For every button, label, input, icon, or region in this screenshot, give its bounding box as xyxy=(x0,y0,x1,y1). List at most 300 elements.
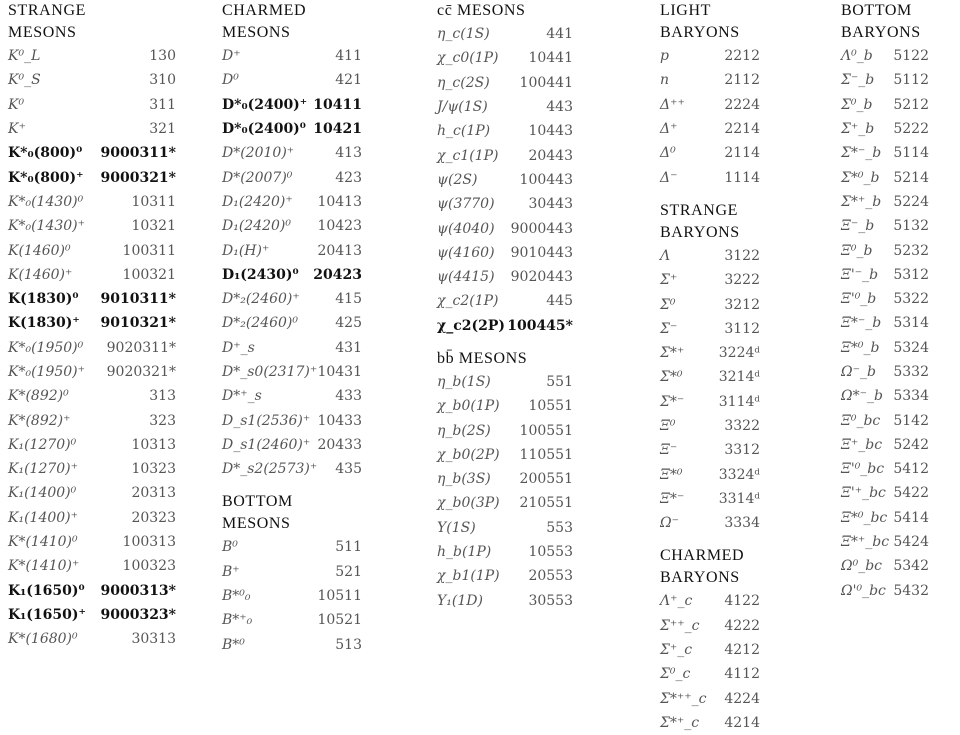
particle-name: D⁺_s xyxy=(222,339,255,356)
particle-code: 2114 xyxy=(724,145,760,162)
particle-row xyxy=(437,95,573,119)
particle-name: Σ*⁻ xyxy=(660,393,685,410)
particle-name: ψ(3770) xyxy=(437,196,495,213)
particle-code: 9020311* xyxy=(106,339,176,356)
particle-name: D₁(2430)⁰ xyxy=(222,266,299,283)
particle-name: D₁(2420)⁺ xyxy=(222,193,293,210)
particle-row xyxy=(841,481,929,505)
section-heading: STRANGE xyxy=(660,201,738,219)
particle-code: 5212 xyxy=(893,96,929,113)
section-heading: BARYONS xyxy=(841,24,921,41)
particle-code: 10441 xyxy=(528,50,573,67)
particle-code: 5224 xyxy=(893,193,929,210)
particle-row xyxy=(841,238,929,262)
particle-code: 425 xyxy=(335,315,362,332)
particle-row xyxy=(437,394,573,418)
particle-row xyxy=(222,633,362,657)
particle-code: 3112 xyxy=(724,320,760,337)
particle-code: 10551 xyxy=(528,398,573,415)
particle-row xyxy=(437,289,573,313)
particle-code: 30443 xyxy=(528,196,573,213)
particle-name: Λ⁺_c xyxy=(660,593,693,610)
particle-row xyxy=(841,214,929,238)
section-gap xyxy=(660,535,760,545)
particle-row xyxy=(8,433,176,457)
particle-row xyxy=(660,638,760,662)
particle-row xyxy=(222,165,362,189)
particle-code: 30553 xyxy=(528,592,573,609)
particle-name: K⁰_L xyxy=(8,48,41,65)
particle-code: 10511 xyxy=(317,588,362,605)
particle-name: K*₀(800)⁰ xyxy=(8,145,83,162)
particle-name: Δ⁻ xyxy=(660,169,678,186)
particle-name: D_s1(2460)⁺ xyxy=(222,436,311,453)
particle-name: B*⁰ xyxy=(222,636,245,653)
particle-code: 100321 xyxy=(122,266,176,283)
particle-row xyxy=(841,433,929,457)
particle-name: χ_c0(1P) xyxy=(437,50,499,67)
particle-row xyxy=(222,608,362,632)
particle-row xyxy=(8,627,176,651)
particle-name: Ω⁻ xyxy=(660,515,679,532)
particle-code: 5112 xyxy=(893,72,929,89)
particle-name: D₁(H)⁺ xyxy=(222,242,270,259)
particle-row xyxy=(841,554,929,578)
particle-code: 4212 xyxy=(724,642,760,659)
particle-row xyxy=(841,93,929,117)
particle-name: χ_c2(2P) xyxy=(437,317,505,334)
particle-row xyxy=(437,443,573,467)
particle-code: 4222 xyxy=(724,617,760,634)
particle-row xyxy=(222,336,362,360)
particle-row xyxy=(660,341,760,365)
particle-code: 100441 xyxy=(519,74,573,91)
particle-code: 10431 xyxy=(317,364,362,380)
particle-code: 5322 xyxy=(893,291,929,308)
particle-name: h_c(1P) xyxy=(437,123,491,140)
particle-code: 9000313* xyxy=(100,582,176,599)
particle-name: Ξ'⁰_bc xyxy=(841,461,885,478)
particle-row xyxy=(8,360,176,384)
particle-code: 100323 xyxy=(122,558,176,575)
particle-name: Ξ*⁻_b xyxy=(841,315,882,332)
particle-code: 3212 xyxy=(724,296,760,313)
particle-code: 210551 xyxy=(519,495,573,512)
particle-row xyxy=(660,414,760,438)
particle-name: K*(1680)⁰ xyxy=(8,631,78,648)
particle-row xyxy=(222,44,362,68)
particle-row xyxy=(8,141,176,165)
column-3 xyxy=(437,0,573,613)
particle-name: Ξ⁰_b xyxy=(841,242,873,259)
particle-name: K*(1410)⁰ xyxy=(8,534,78,551)
particle-name: Λ⁰_b xyxy=(841,48,873,65)
particle-code: 4224 xyxy=(724,690,760,707)
particle-row xyxy=(222,535,362,559)
particle-code: 10311 xyxy=(131,193,176,210)
particle-name: K*(1410)⁺ xyxy=(8,558,80,575)
particle-code: 110551 xyxy=(519,446,573,463)
particle-row xyxy=(8,481,176,505)
particle-row xyxy=(660,365,760,389)
particle-row xyxy=(8,579,176,603)
particle-name: D*⁺_s xyxy=(222,388,262,405)
particle-code: 9000443 xyxy=(510,220,573,237)
particle-name: B*⁰₀ xyxy=(222,588,251,605)
particle-name: D⁺ xyxy=(222,48,241,65)
particle-row xyxy=(437,71,573,95)
particle-row xyxy=(841,506,929,530)
particle-code: 433 xyxy=(335,388,362,405)
particle-row xyxy=(8,384,176,408)
particle-name: K₁(1270)⁰ xyxy=(8,436,77,453)
particle-code: 2212 xyxy=(724,48,760,65)
particle-row xyxy=(222,68,362,92)
particle-row xyxy=(222,117,362,141)
column-1 xyxy=(8,0,176,651)
particle-code: 5232 xyxy=(893,242,929,259)
particle-code: 20323 xyxy=(131,509,176,526)
particle-name: D*(2010)⁺ xyxy=(222,145,295,162)
particle-code: 1114 xyxy=(724,169,760,186)
particle-row xyxy=(437,192,573,216)
particle-name: K₁(1270)⁺ xyxy=(8,461,79,478)
particle-code: 20423 xyxy=(313,266,362,283)
particle-row xyxy=(841,408,929,432)
particle-name: Σ⁰_b xyxy=(841,96,873,113)
particle-code: 10421 xyxy=(313,121,362,138)
particle-row xyxy=(437,370,573,394)
particle-row xyxy=(841,68,929,92)
particle-row xyxy=(841,141,929,165)
particle-code: 9020443 xyxy=(510,269,573,286)
particle-name: Ω⁻_b xyxy=(841,364,876,380)
particle-name: Ω*⁻_b xyxy=(841,388,883,405)
particle-name: K*₀(1950)⁰ xyxy=(8,339,84,356)
particle-row xyxy=(841,263,929,287)
particle-row xyxy=(660,511,760,535)
particle-row xyxy=(222,141,362,165)
particle-name: Σ⁺_b xyxy=(841,121,875,138)
particle-code: 9000323* xyxy=(100,606,176,623)
particle-name: K⁰ xyxy=(8,96,25,113)
particle-name: Σ*⁰ xyxy=(660,369,683,386)
particle-name: K*(892)⁰ xyxy=(8,388,69,405)
section-gap xyxy=(222,481,362,491)
particle-row xyxy=(660,44,760,68)
particle-row xyxy=(437,216,573,240)
particle-row xyxy=(660,165,760,189)
particle-name: η_b(2S) xyxy=(437,422,491,439)
particle-row xyxy=(8,93,176,117)
particle-name: Υ₁(1D) xyxy=(437,592,483,609)
particle-row xyxy=(841,457,929,481)
particle-row xyxy=(437,168,573,192)
particle-row xyxy=(8,190,176,214)
particle-name: B⁰ xyxy=(222,539,238,556)
particle-row xyxy=(222,360,362,384)
particle-row xyxy=(841,287,929,311)
particle-code: 9010321* xyxy=(100,315,176,332)
particle-code: 9020321* xyxy=(106,364,176,380)
particle-name: D*₀(2400)⁰ xyxy=(222,121,306,138)
particle-code: 20443 xyxy=(528,147,573,164)
particle-code: 311 xyxy=(149,96,176,113)
particle-code: 3324ᵈ xyxy=(718,466,760,483)
particle-code: 5214 xyxy=(893,169,929,186)
particle-name: D*(2007)⁰ xyxy=(222,169,293,186)
section-heading: STRANGE xyxy=(8,2,86,19)
particle-row xyxy=(660,687,760,711)
particle-code: 5432 xyxy=(893,582,929,599)
particle-name: Σ*⁻_b xyxy=(841,145,882,162)
particle-row xyxy=(8,68,176,92)
particle-code: 10413 xyxy=(317,193,362,210)
particle-code: 100311 xyxy=(122,242,176,259)
particle-row xyxy=(841,44,929,68)
particle-code: 5424 xyxy=(893,534,929,551)
particle-code: 5122 xyxy=(893,48,929,65)
particle-code: 5334 xyxy=(893,388,929,405)
particle-code: 20553 xyxy=(528,568,573,585)
particle-name: D*₂(2460)⁰ xyxy=(222,315,299,332)
particle-row xyxy=(437,564,573,588)
particle-name: K⁺ xyxy=(8,121,26,138)
particle-name: χ_c1(1P) xyxy=(437,147,499,164)
particle-name: Ξ*⁰_b xyxy=(841,339,880,356)
particle-row xyxy=(660,462,760,486)
particle-row xyxy=(841,190,929,214)
particle-code: 10321 xyxy=(131,218,176,235)
particle-code: 5412 xyxy=(893,461,929,478)
particle-name: K(1830)⁺ xyxy=(8,315,80,332)
particle-code: 100313 xyxy=(122,534,176,551)
particle-row xyxy=(8,287,176,311)
particle-code: 4214 xyxy=(724,714,760,731)
particle-row xyxy=(660,662,760,686)
section-heading: BOTTOM xyxy=(841,2,912,19)
particle-name: K⁰_S xyxy=(8,72,41,89)
section-heading: BARYONS xyxy=(660,569,740,587)
particle-row xyxy=(660,141,760,165)
section-heading: bb̄ MESONS xyxy=(437,349,528,367)
particle-name: η_b(3S) xyxy=(437,471,491,488)
particle-row xyxy=(841,336,929,360)
particle-name: Δ⁺ xyxy=(660,121,678,138)
particle-code: 10553 xyxy=(528,544,573,561)
particle-code: 445 xyxy=(546,293,573,310)
particle-name: Σ⁺ xyxy=(660,272,678,289)
particle-code: 521 xyxy=(335,563,362,580)
particle-row xyxy=(437,241,573,265)
particle-row xyxy=(660,244,760,268)
particle-code: 100443 xyxy=(519,171,573,188)
particle-name: Σ⁺_c xyxy=(660,642,693,659)
particle-code: 3314ᵈ xyxy=(718,490,760,507)
particle-row xyxy=(8,238,176,262)
particle-name: K*₀(800)⁺ xyxy=(8,169,84,186)
particle-code: 513 xyxy=(335,636,362,653)
particle-code: 2224 xyxy=(724,96,760,113)
particle-name: χ_b1(1P) xyxy=(437,568,500,585)
particle-code: 411 xyxy=(335,48,362,65)
particle-code: 3334 xyxy=(724,515,760,532)
particle-code: 10423 xyxy=(317,218,362,235)
particle-code: 321 xyxy=(149,121,176,138)
particle-code: 10323 xyxy=(131,461,176,478)
particle-code: 20313 xyxy=(131,485,176,502)
particle-name: Σ⁻_b xyxy=(841,72,875,89)
particle-code: 435 xyxy=(335,461,362,478)
particle-code: 5312 xyxy=(893,266,929,283)
particle-code: 423 xyxy=(335,169,362,186)
particle-name: Υ(1S) xyxy=(437,519,476,536)
particle-code: 3122 xyxy=(724,247,760,264)
particle-row xyxy=(222,214,362,238)
particle-name: Σ*⁺_c xyxy=(660,714,700,731)
particle-code: 10433 xyxy=(317,412,362,429)
section-heading: MESONS xyxy=(8,24,77,41)
particle-name: h_b(1P) xyxy=(437,544,492,561)
particle-name: Σ⁰_c xyxy=(660,666,691,683)
particle-code: 5114 xyxy=(893,145,929,162)
column-2 xyxy=(222,0,362,657)
particle-name: K*₀(1950)⁺ xyxy=(8,364,86,380)
particle-code: 553 xyxy=(546,519,573,536)
particle-code: 30313 xyxy=(131,631,176,648)
particle-row xyxy=(841,165,929,189)
particle-name: Ω⁰_bc xyxy=(841,558,883,575)
particle-row xyxy=(8,311,176,335)
particle-name: Δ⁰ xyxy=(660,145,676,162)
particle-row xyxy=(841,311,929,335)
particle-code: 431 xyxy=(335,339,362,356)
particle-row xyxy=(8,554,176,578)
particle-code: 5342 xyxy=(893,558,929,575)
particle-name: Σ*⁰_b xyxy=(841,169,880,186)
particle-row xyxy=(222,560,362,584)
particle-code: 3222 xyxy=(724,272,760,289)
particle-code: 100445* xyxy=(507,317,573,334)
particle-row xyxy=(222,584,362,608)
section-heading: BARYONS xyxy=(660,24,740,41)
section-heading: BARYONS xyxy=(660,223,740,241)
particle-code: 5422 xyxy=(893,485,929,502)
particle-name: Δ⁺⁺ xyxy=(660,96,685,113)
particle-row xyxy=(660,711,760,735)
particle-code: 5132 xyxy=(893,218,929,235)
particle-code: 2112 xyxy=(724,72,760,89)
particle-name: Ω'⁰_bc xyxy=(841,582,886,599)
particle-row xyxy=(222,311,362,335)
particle-code: 441 xyxy=(546,26,573,43)
particle-name: ψ(4415) xyxy=(437,269,495,286)
particle-code: 415 xyxy=(335,291,362,308)
particle-row xyxy=(222,433,362,457)
particle-code: 20433 xyxy=(317,436,362,453)
particle-row xyxy=(8,263,176,287)
particle-name: Ξ⁰ xyxy=(660,418,676,434)
section-heading: cc̄ MESONS xyxy=(437,2,526,19)
particle-row xyxy=(660,390,760,414)
particle-name: K(1460)⁺ xyxy=(8,266,73,283)
particle-code: 9010443 xyxy=(510,244,573,261)
particle-name: B*⁺₀ xyxy=(222,612,253,629)
particle-code: 9010311* xyxy=(100,291,176,308)
column-4 xyxy=(660,0,760,735)
particle-name: χ_c2(1P) xyxy=(437,293,499,310)
particle-name: D⁰ xyxy=(222,72,239,89)
particle-row xyxy=(660,614,760,638)
particle-code: 2214 xyxy=(724,121,760,138)
particle-name: χ_b0(1P) xyxy=(437,398,500,415)
particle-code: 5414 xyxy=(893,509,929,526)
particle-name: K(1830)⁰ xyxy=(8,291,79,308)
particle-name: n xyxy=(660,72,670,89)
particle-name: D₁(2420)⁰ xyxy=(222,218,292,235)
particle-name: Ξ'⁻_b xyxy=(841,266,879,283)
particle-row xyxy=(660,117,760,141)
section-gap xyxy=(437,338,573,348)
particle-code: 4122 xyxy=(724,593,760,610)
particle-row xyxy=(8,165,176,189)
particle-name: Ξ*⁻ xyxy=(660,490,685,507)
particle-name: D*₂(2460)⁺ xyxy=(222,291,300,308)
particle-code: 5242 xyxy=(893,436,929,453)
particle-code: 313 xyxy=(149,388,176,405)
particle-row xyxy=(841,530,929,554)
particle-name: K*(892)⁺ xyxy=(8,412,71,429)
particle-row xyxy=(8,506,176,530)
particle-name: Σ⁻ xyxy=(660,320,678,337)
particle-row xyxy=(660,589,760,613)
particle-name: Ξ*⁰_bc xyxy=(841,509,888,526)
particle-row xyxy=(841,384,929,408)
particle-name: K₁(1400)⁰ xyxy=(8,485,77,502)
particle-row xyxy=(437,22,573,46)
particle-row xyxy=(437,516,573,540)
particle-row xyxy=(437,418,573,442)
particle-row xyxy=(222,263,362,287)
particle-name: Ξ'⁰_b xyxy=(841,291,877,308)
section-heading: MESONS xyxy=(222,515,291,533)
particle-code: 421 xyxy=(335,72,362,89)
particle-row xyxy=(437,491,573,515)
particle-name: η_c(2S) xyxy=(437,74,490,91)
particle-code: 10521 xyxy=(317,612,362,629)
particle-row xyxy=(437,143,573,167)
particle-name: Ξ⁺_bc xyxy=(841,436,883,453)
particle-name: K₁(1650)⁰ xyxy=(8,582,85,599)
particle-code: 3224ᵈ xyxy=(718,345,760,362)
particle-code: 3322 xyxy=(724,418,760,434)
particle-name: Ξ*⁰ xyxy=(660,466,683,483)
particle-name: D*_s2(2573)⁺ xyxy=(222,461,318,478)
particle-name: Ξ⁻ xyxy=(660,442,678,459)
particle-name: ψ(4040) xyxy=(437,220,495,237)
particle-row xyxy=(222,384,362,408)
particle-name: χ_b0(2P) xyxy=(437,446,500,463)
particle-name: Σ*⁺ xyxy=(660,345,685,362)
particle-name: D_s1(2536)⁺ xyxy=(222,412,311,429)
particle-name: Ξ⁻_b xyxy=(841,218,875,235)
particle-code: 413 xyxy=(335,145,362,162)
particle-name: p xyxy=(660,48,669,65)
particle-row xyxy=(222,238,362,262)
particle-row xyxy=(437,119,573,143)
particle-row xyxy=(222,287,362,311)
particle-row xyxy=(8,530,176,554)
